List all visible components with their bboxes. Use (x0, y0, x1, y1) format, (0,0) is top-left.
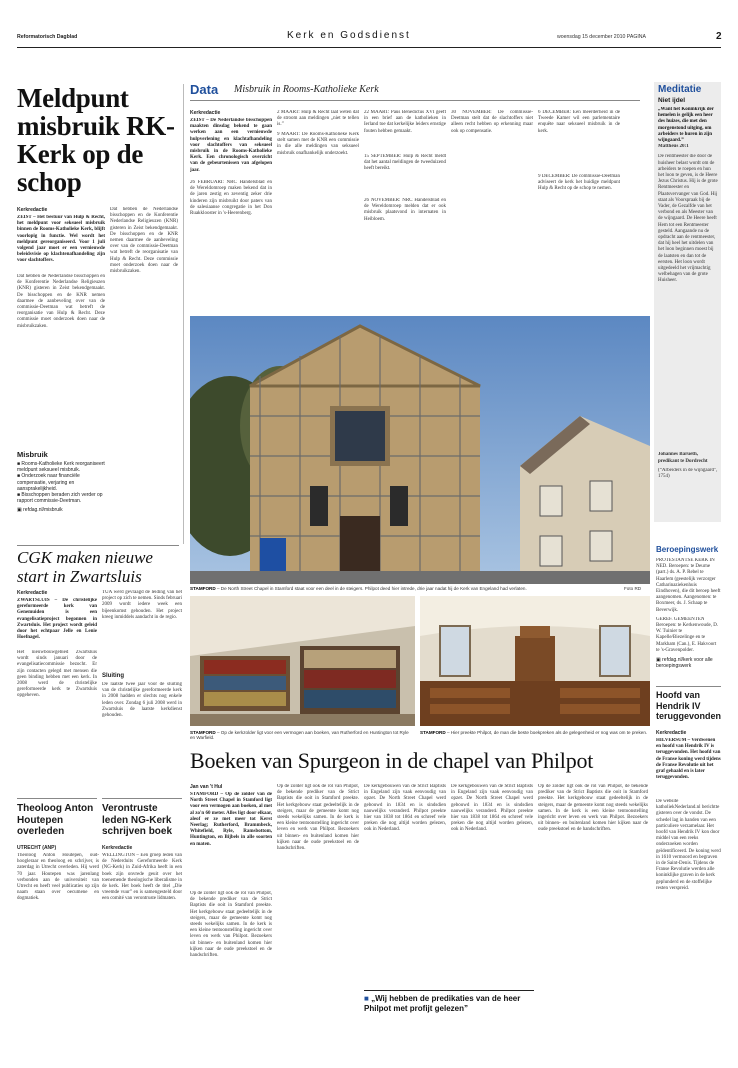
meditatie (658, 84, 718, 480)
data-title: Misbruik in Rooms-Katholieke Kerk (234, 84, 379, 95)
data-byline: Kerkredactie (190, 110, 221, 116)
bullet-item: ■ Bisschoppen beraden zich verder op rapport commissie-Deetman. (17, 492, 105, 504)
page-date: woensdag 15 december 2010 PAGINA (557, 34, 647, 40)
beroepingswerk (656, 545, 721, 669)
photo-interior (420, 596, 650, 726)
bullet-item: ■ Onderzoek naar financiële compensatie, verjaring en aansprakelijkheid. (17, 473, 105, 492)
spurgeon-col-3: De kerkgebouwen van de Strict Baptists in Engeland zijn vaak eenvoudig van opzet. De North Street Chapel werd gebouwd in 1834 en is sindsdien nauwelijks veranderd. Philpot preekte hier van 1838 tot 1864 en schreef vele preken die nog altijd worden gelezen, ook in Nederland. (364, 784, 446, 833)
meditatie-quote: „Want het Koninkrijk der hemelen is gelijk een heer des huizes, die met den morgenstond uitging, om arbeiders te huren in zijn wijngaard.” (658, 107, 714, 144)
interior-image (420, 596, 650, 726)
spurgeon-quote: ■ „Wij hebben de predikaties van de heer Philpot met profijt gelezen” (364, 994, 521, 1013)
main-article (17, 207, 105, 513)
photo-chapel-credit: Foto RD (624, 586, 642, 591)
hoofd-body: De website katholiekNederland.nl berichtte gisteren over de vondst. De schedel lag in handen van een particuliere verzamelaar. Het hoofd van Hendrik IV kon door middel van een reeks onderzoeken worden geïdentificeerd. De koning werd in 1610 vermoord en begraven in de Saint-Denis. Tijdens de Franse Revolutie werden alle koninklijke graven in de kerk geplunderd en de stoffelijke resten verspreid. (656, 799, 721, 891)
link-icon: ▣ (17, 507, 24, 514)
cgk-body-2: TUA werd gevraagd de leiding van het project op zich te nemen. Sinds februari 2009 wordt iedere week een bijeenkomst gehouden. Het project kreeg inmiddels aandacht in de regio. (102, 590, 182, 620)
spurgeon-col-4: De kerkgebouwen van de Strict Baptists in Engeland zijn vaak eenvoudig van opzet. De North Street Chapel werd gebouwd in 1834 en is sindsdien nauwelijks veranderd. Philpot preekte hier van 1838 tot 1864 en schreef vele preken die nog altijd worden gelezen, ook in Nederland. (451, 784, 533, 833)
spurgeon-col-5: Op de zolder ligt ook de rol van Philpot, de bekende prediker van de Strict Baptists die ooit in Stamford preekte. Het kerkgebouw staat gedeeltelijk in de steigers, maar de gemeente komt nog steeds wekelijks samen. In de kerk is een kleine tentoonstelling ingericht over leven en werk van Philpot. Bezoekers uit binnen- en buitenland komen hier kijken naar de oude preekstoel en de handschriften. (538, 784, 648, 833)
meditatie-author: Johannes Barueth, predikant te Dordrecht (658, 452, 708, 464)
page-header (17, 30, 721, 44)
photo-chapel (190, 316, 650, 584)
spurgeon-headline: Boeken van Spurgeon in de chapel van Philpot (190, 748, 594, 773)
meditatie-footnote: (“Arbeiders in de wijngaard”, 1754) (658, 467, 718, 480)
verontruste-article (102, 845, 182, 1053)
meditatie-subtitle: Niet ijdel (658, 97, 686, 104)
data-entry: 26 NOVEMBER: NRC Handelsblad en de Wereldomroep melden dat er ook misbruik plaatsvond in internaten in Heibloem. (364, 198, 446, 222)
hoofd-intro: HILVERSUM – Verdwenen en hoofd van Hendrik IV is teruggevonden. Het hoofd van de Franse koning werd tijdens de Franse Revolutie uit het graf gehaald en is later teruggevonden. (656, 738, 721, 781)
hoofd-article (656, 730, 721, 1049)
theoloog-article (17, 845, 99, 1053)
meditatie-title: Meditatie (658, 84, 702, 95)
hoofd-headline: Hoofd van Hendrik IV teruggevonden (656, 690, 722, 721)
books-image (190, 596, 415, 726)
misbruik-title: Misbruik (17, 450, 48, 459)
bullet-item: ■ Rooms-Katholieke Kerk reorganiseert meldpunt seksueel misbruik. (17, 461, 105, 473)
cgk-body: Het nieuwbouwgebied Zwartsluis wordt sinds januari door de evangelisatiecommissie bezocht. Er zijn contacten gelegd met mensen die geen binding hebben met een kerk. In 2008 werd de christelijke gereformeerde kerk te Zwartsluis opgeheven. (17, 650, 97, 699)
page-number: 2 (716, 31, 722, 42)
photo-interior-caption: STAMFORD – Hier preekte Philpot, de man die beste boekpreken als de gelegenheid er nog was om te preken. (420, 730, 648, 735)
spurgeon-col-2: Op de zolder ligt ook de rol van Philpot, de bekende prediker van de Strict Baptists die ooit in Stamford preekte. Het kerkgebouw staat gedeeltelijk in de steigers, maar de gemeente komt nog steeds wekelijks samen. In de kerk is een kleine tentoonstelling ingericht over leven en werk van Philpot. Bezoekers uit binnen- en buitenland komen hier kijken naar de oude preekstoel en de handschriften. (277, 784, 359, 852)
cgk-byline: Kerkredactie (17, 590, 48, 596)
data-col-1 (190, 110, 272, 240)
verontruste-headline: Verontruste leden NG-Kerk schrijven boek (102, 803, 173, 837)
spurgeon-intro: STAMFORD – Op de zolder van de North Street Chapel in Stamford ligt voor een vermogen aan boeken, al met al zo'n 60 meter. Alles ligt door elkaar, aleof er ze met meer tot Kerst Neerlag; Rutherford, Brammbeck, Whitefield, Ryle, Ramsbottom, Huntington, en Bijbels in alle soorten en maten. (190, 792, 272, 847)
header-rule (17, 47, 721, 48)
theoloog-byline: UTRECHT (ANP) (17, 845, 57, 851)
section-title: Kerk en Godsdienst (287, 30, 411, 41)
data-intro: ZEIST – De Nederlandse bisschoppen maakten dinsdag bekend te gaan werken aan een vernieuwde hulpverlening en klachtafhandeling voor slachtoffers van seksueel misbruik in de Rooms-Katholieke Kerk. Een chronologisch overzicht van de gebeurtenissen van afgelopen jaar. (190, 118, 272, 173)
beroepingswerk-entry: PROTESTANTSE KERK IN NED. Beroepen: te Deurne (part.) ds. A. P. Rebel te Haarlem (geestelijk verzorger Catharinaziekenhuis Eindhoven), die dit beroep heeft aangenomen. Aangenomen: te Boxmeer, ds. J. Schaap te Beverwijk. (656, 558, 721, 613)
paper-name: Reformatorisch Dagblad (17, 34, 78, 40)
theoloog-body: Theoloog Anton Houtepen, oud-hoogleraar en theoloog en schrijver, is zaterdag in Utrecht overleden. Hij werd 70 jaar. Houtepen was jarenlang verbonden aan de universiteit van Utrecht en heeft veel publicaties op zijn naam staan over oecumene en dogmatiek. (17, 853, 99, 902)
photo-books (190, 596, 415, 726)
hoofd-rule (656, 686, 721, 687)
theoloog-rule (17, 798, 97, 799)
verontruste-body: WELLINGTON – Een groep leden van de Nederduits Gereformeerde Kerk (NG-Kerk) in Zuid-Afrika heeft in een boek zijn onvrede geuit over het toenemende theologische liberalisme in de kerk. Het boek heeft de titel „Die vreemde vuur” en is samengesteld door een comité van verontruste lidmaten. (102, 853, 182, 902)
main-body-col2: Dat hebben de Nederlandse bisschoppen en de Konferentie Nederlandse Religieuzen (KNR) gisteren in Zeist bekendgemaakt. De bisschoppen en de KNR nemen daarmee de aanbeveling over van de commissie-Deetman wat betreft de reorganisatie van Hulp & Recht. Deze commissie moet onderzoek doen naar de misbruikzaken. (110, 207, 178, 275)
verontruste-byline: Kerkredactie (102, 845, 133, 851)
link-icon: ▣ (656, 657, 663, 664)
data-label: Data (190, 82, 219, 97)
main-intro: ZEIST – Het bestuur van Hulp & Recht, het meldpunt voor seksueel misbruik binnen de Rooms-Katholieke Kerk, blijft voorlopig in functie. Wel wordt het meldpunt gereorganiseerd. Voor 1 juli volgend jaar moet er een vernieuwde beleidsvisie op klachtenafhandeling zijn voor slachtoffers. (17, 215, 105, 264)
hoofd-byline: Kerkredactie (656, 730, 687, 736)
cgk-headline: CGK maken nieuwe start in Zwartsluis (17, 548, 153, 586)
cgk-body-3: De laatste twee jaar voor de sluiting van de christelijke gereformeerde kerk in 2008 hadden er slechts nog enkele leden over. Zondag 6 juli 2008 werd in Zwartsluis de laatste kerkdienst gehouden. (102, 682, 182, 719)
data-entry: 6 DECEMBER: Een meerderheid in de Tweede Kamer wil een parlementaire enquête naar seksueel misbruik in de kerk. (538, 110, 620, 134)
beroepingswerk-entry: GEREF. GEMEENTEN Beroepen: te Kerkenwoude, D. W. Tuinier te Kapelle/Biezelinge en te Markham (Can.), E. Hakvoort te 's-Gravenpolder. (656, 616, 719, 653)
misbruik-link[interactable]: ▣ refdag.nl/misbruik (17, 507, 63, 514)
main-byline: Kerkredactie (17, 207, 48, 213)
main-body: Dat hebben de Nederlandse bisschoppen en de Konferentie Nederlandse Religieuzen (KNR) gisteren in Zeist bekendgemaakt. De bisschoppen en de KNR nemen daarmee de aanbeveling over van de commissie-Deetman wat betreft de reorganisatie van Hulp & Recht. Deze commissie moet onderzoek doen naar de misbruikzaken. (17, 274, 105, 329)
main-headline: Meldpunt misbruik RK-Kerk op de schop (17, 83, 175, 197)
beroepingswerk-link[interactable]: ▣ refdag.nl/kerk voor alle beroepingswerk (656, 657, 713, 670)
spurgeon-col-1 (190, 784, 272, 1051)
data-entry: 26 FEBRUARI: NRC Handelsblad en de Wereldomroep maken bekend dat in de jaren zestig en zeventig zeker drie kinderen zijn misbruikt door paters van de salesiaanse congregatie in het Don Ruakklooster in 's-Heerenberg. (190, 180, 272, 217)
data-entry: 9 DECEMBER: De commissie-Deetman adviseert de kerk het huidige meldpunt Hulp & Recht op de schop te nemen. (538, 174, 620, 192)
misbruik-bullets (17, 461, 105, 504)
meditatie-body: De rentmeester die door de huisheer belast wordt om de arbeiders te roepen en hun het loon te geven, is de Heere Jezus Christus. Hij is de grote Rentmeester en Plaatsvervanger van God. Hij staat als Voorspraak bij de Vader, de Gezalfde van het verbond en als Meester van de wijngaard. De Heere heeft Hem tot een Rentmeester gesteld. Aangaande nu de opdracht aan de rentmeester, dat hij heel het uitdelen van het loon beginnen moest bij de laatsten en dan tot de eersten. Het loon wordt uitgedeeld het vrijmachtig welbehagen van de grote Huisheer. (658, 154, 718, 284)
cgk-subhead: Sluiting (102, 673, 124, 679)
photo-books-caption: STAMFORD – Op de kerkzolder ligt voor een vermogen aan boeken, van Rutherford en Huntington tot Ryle en Warfield. (190, 730, 409, 741)
verontruste-rule (102, 798, 182, 799)
cgk-rule (17, 545, 179, 546)
data-rule (190, 100, 640, 101)
beroepingswerk-title: Beroepingswerk (656, 545, 719, 554)
meditatie-ref: Mattheüs 20:1 (658, 144, 689, 150)
quote-rule (364, 990, 534, 991)
data-entry: 2 MAART: Hulp & Recht laat weten dat de stroom aan meldingen „niet te tellen is.” (277, 110, 359, 128)
cgk-intro: ZWARTSLUIS – De christelijke gereformeerde kerk van Genemuiden is een evangelisatieproject begonnen in Zwartsluis. Het project wordt geleid door het echtpaar Jelle en Lenie Hoefnagel. (17, 598, 97, 641)
spurgeon-byline: Jan van 't Hul (190, 784, 223, 790)
spurgeon-quote-box (364, 990, 534, 1013)
column-divider (183, 84, 184, 544)
chapel-image (190, 316, 650, 584)
theoloog-headline: Theoloog Anton Houtepen overleden (17, 803, 94, 837)
spurgeon-body: Op de zolder ligt ook de rol van Philpot, de bekende prediker van de Strict Baptists die ooit in Stamford preekte. Het kerkgebouw staat gedeeltelijk in de steigers, maar de gemeente komt nog steeds wekelijks samen. In de kerk is een kleine tentoonstelling ingericht over leven en werk van Philpot. Bezoekers uit binnen- en buitenland komen hier kijken naar de oude preekstoel en de handschriften. (190, 891, 272, 959)
cgk-col-2 (102, 590, 182, 802)
data-entry: 30 NOVEMBER: De commissie-Deetman stelt dat de slachtoffers niet alleen recht hebben op erkenning maar ook op compensatie. (451, 110, 533, 134)
data-header (190, 82, 650, 96)
data-entry: 15 SEPTEMBER: Hulp & Recht meldt dat het aantal meldingen de tweeduizend heeft bereikt. (364, 154, 446, 172)
data-entry: 9 MAART: De Rooms-Katholieke Kerk stelt samen met de KNR een commissie in die alle meldingen van seksueel misbruik onafhankelijk onderzoekt. (277, 132, 359, 156)
data-entry: 22 MAART: Paus Benedictus XVI geeft in een brief aan de katholieken in Ierland toe dat kerkelijke leiders ernstige fouten hebben gemaakt. (364, 110, 446, 134)
photo-chapel-caption: STAMFORD – De North Street Chapel in Stamford staat voor een deel in de steigers. Philpot deed hier intrede, drie jaar nadat hij de Kerk van Engeland had verlaten. (190, 586, 527, 591)
quote-icon: ■ (364, 994, 372, 1003)
